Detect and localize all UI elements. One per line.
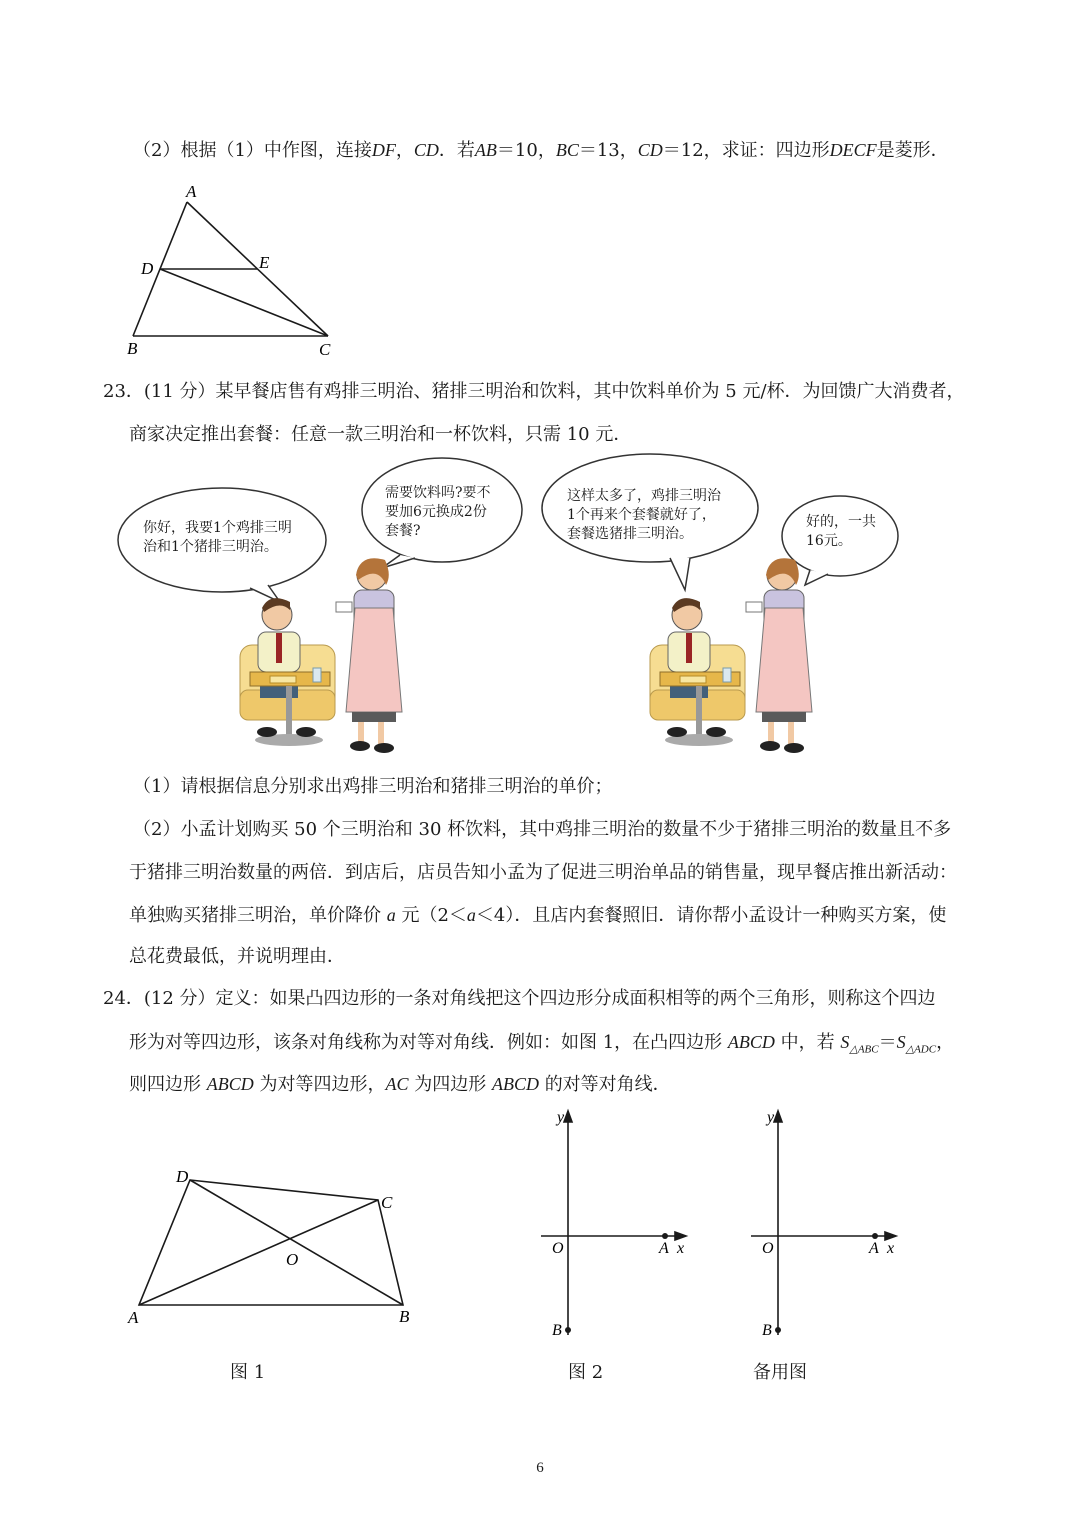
q24-line3: 则四边形 ABCD 为对等四边形，AC 为四边形 ABCD 的对等对角线． (129, 1074, 671, 1095)
q22-part2-text: （2）根据（1）中作图，连接DF，CD．若AB＝10，BC＝13，CD＝12，求证：四边形DECF是菱形． (133, 140, 949, 161)
label-B: B (399, 1307, 410, 1326)
backup-figure-caption: 备用图 (753, 1362, 807, 1383)
triangle-figure (120, 180, 350, 365)
label-A: A (128, 1308, 139, 1327)
q23-line2: 商家决定推出套餐：任意一款三明治和一杯饮料，只需 10 元． (129, 424, 632, 445)
label-C: C (319, 340, 331, 359)
point-a-label: A (659, 1240, 669, 1257)
q24-line1: 24．(12 分）定义：如果凸四边形的一条对角线把这个四边形分成面积相等的两个三角形，则称这个四边 (103, 988, 936, 1009)
quadrilateral-figure (120, 1160, 420, 1330)
q23-part2-line2: 于猪排三明治数量的两倍．到店后，店员告知小孟为了促进三明治单品的销售量，现早餐店推出新活动： (129, 862, 957, 883)
axis-y-label: y (767, 1109, 775, 1126)
figure-2-caption: 图 2 (568, 1362, 604, 1383)
q23-line1: 23．(11 分）某早餐店售有鸡排三明治、猪排三明治和饮料，其中饮料单价为 5 元/杯．为回馈广大消费者， (103, 381, 965, 402)
axis-y-label: y (557, 1109, 565, 1126)
figure-1-caption: 图 1 (230, 1362, 266, 1383)
speech-bubble-2: 需要饮料吗?要不 要加6元换成2份 套餐? (385, 485, 491, 539)
label-O: O (286, 1250, 299, 1269)
point-a-label: A (869, 1240, 879, 1257)
label-B: B (127, 339, 138, 358)
axes-figure-backup (745, 1105, 915, 1350)
q23-part1: （1）请根据信息分别求出鸡排三明治和猪排三明治的单价； (133, 776, 613, 797)
q23-part2-line1: （2）小孟计划购买 50 个三明治和 30 杯饮料，其中鸡排三明治的数量不少于猪排三明治的数量且不多 (133, 819, 952, 840)
label-D: D (141, 259, 154, 278)
axis-x-label: x (887, 1240, 895, 1257)
page-number: 6 (536, 1460, 544, 1476)
speech-bubble-1: 你好，我要1个鸡排三明 治和1个猪排三明治。 (143, 520, 292, 555)
origin-label: O (762, 1240, 774, 1257)
origin-label: O (552, 1240, 564, 1257)
label-E: E (259, 253, 270, 272)
q23-part2-line4: 总花费最低，并说明理由． (129, 946, 345, 967)
label-A: A (186, 182, 197, 201)
restaurant-illustration (110, 450, 930, 770)
speech-bubble-3: 这样太多了，鸡排三明治 1个再来个套餐就好了， 套餐选猪排三明治。 (567, 488, 721, 542)
label-D: D (176, 1167, 189, 1186)
label-C: C (381, 1193, 393, 1212)
q24-line2: 形为对等四边形，该条对角线称为对等对角线．例如：如图 1，在凸四边形 ABCD 中，若 $S_{\triangle ABC}=S_{\triangle ADC}$， (129, 1032, 955, 1056)
point-b-label: B (762, 1322, 772, 1339)
axes-figure-2 (535, 1105, 705, 1350)
point-b-label: B (552, 1322, 562, 1339)
q23-part2-line3: 单独购买猪排三明治，单价降价 a 元（2＜a＜4）．且店内套餐照旧．请你帮小孟设计一种购买方案，使 (129, 905, 947, 926)
speech-bubble-4: 好的，一共 16元。 (806, 514, 876, 549)
axis-x-label: x (677, 1240, 685, 1257)
